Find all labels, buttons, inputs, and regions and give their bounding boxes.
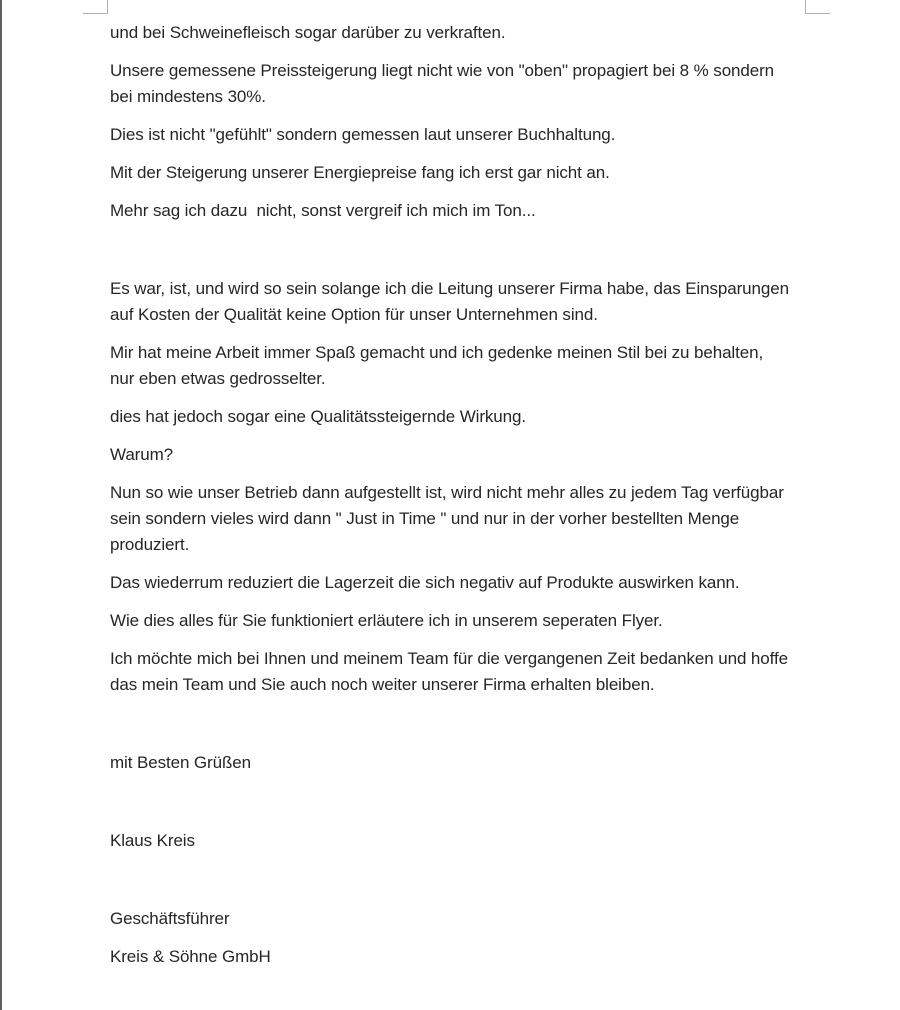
paragraph-body[interactable]: Unsere gemessene Preissteigerung liegt nicht wie von "oben" propagiert bei 8 % sondern bei mindestens 30%. xyxy=(110,61,779,106)
paragraph-body[interactable]: Mehr sag ich dazu nicht, sonst vergreif ich mich im Ton... xyxy=(110,201,536,220)
paragraph-body[interactable]: Nun so wie unser Betrieb dann aufgestellt ist, wird nicht mehr alles zu jedem Tag verfügbar sein sondern vieles wird dann " Just in Time " und nur in der vorher bestellten Menge produziert. xyxy=(110,483,789,554)
signature-title[interactable]: Geschäftsführer xyxy=(110,909,230,928)
signature-name[interactable]: Klaus Kreis xyxy=(110,831,195,850)
text-boundary-mark-top-left xyxy=(83,0,108,14)
paragraph-body[interactable]: Das wiederrum reduziert die Lagerzeit die sich negativ auf Produkte auswirken kann. xyxy=(110,573,740,592)
blank-line[interactable] xyxy=(110,236,790,262)
company-name[interactable]: Kreis & Söhne GmbH xyxy=(110,947,271,966)
paragraph-body[interactable]: Ich möchte mich bei Ihnen und meinem Team für die vergangenen Zeit bedanken und hoffe das mein Team und Sie auch noch weiter unserer Firma erhalten bleiben. xyxy=(110,649,793,694)
paragraph-body[interactable]: Es war, ist, und wird so sein solange ich die Leitung unserer Firma habe, das Einsparungen auf Kosten der Qualität keine Option für unser Unternehmen sind. xyxy=(110,279,794,324)
paragraph-body[interactable]: Warum? xyxy=(110,445,174,464)
paragraph-body[interactable]: Wie dies alles für Sie funktioniert erläutere ich in unserem seperaten Flyer. xyxy=(110,611,663,630)
text-boundary-mark-top-right xyxy=(805,0,830,14)
paragraph-body[interactable]: Mir hat meine Arbeit immer Spaß gemacht und ich gedenke meinen Stil bei zu behalten, nur eben etwas gedrosselter. xyxy=(110,343,768,388)
document-text-area[interactable] xyxy=(110,20,794,982)
paragraph-body[interactable]: dies hat jedoch sogar eine Qualitätssteigernde Wirkung. xyxy=(110,407,526,426)
paragraph-body[interactable]: Mit der Steigerung unserer Energiepreise fang ich erst gar nicht an. xyxy=(110,163,610,182)
blank-line[interactable] xyxy=(110,866,790,892)
blank-line[interactable] xyxy=(110,788,790,814)
paragraph-body[interactable]: Dies ist nicht "gefühlt" sondern gemessen laut unserer Buchhaltung. xyxy=(110,125,616,144)
closing-salutation[interactable]: mit Besten Grüßen xyxy=(110,753,251,772)
blank-line[interactable] xyxy=(110,710,790,736)
page-left-border xyxy=(0,0,2,1010)
paragraph-body[interactable]: und bei Schweinefleisch sogar darüber zu verkraften. xyxy=(110,23,506,42)
